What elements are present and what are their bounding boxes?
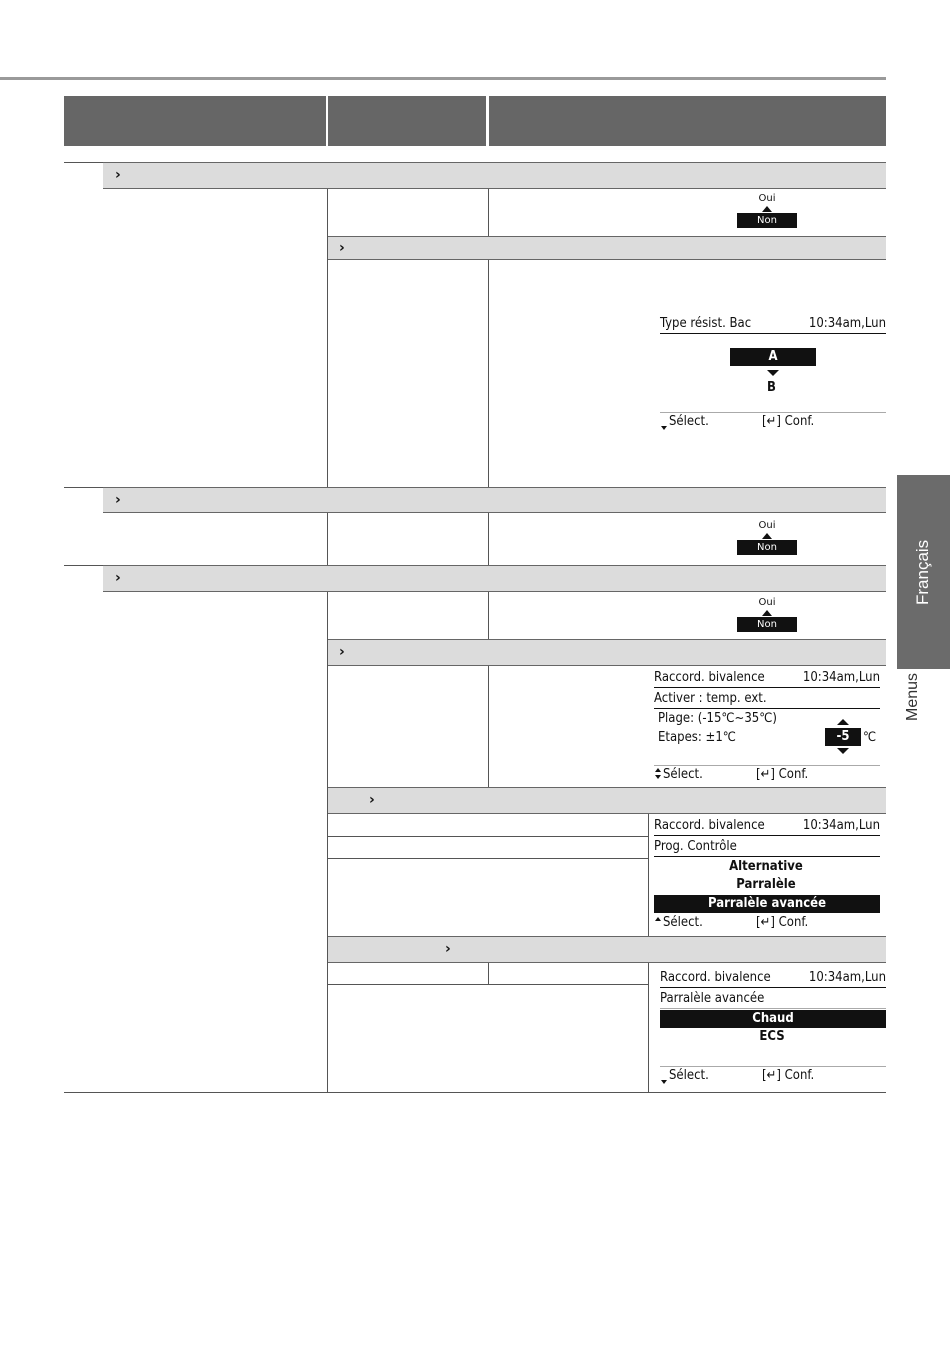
oui-non-selector[interactable] [737,193,797,233]
col-divider [488,513,489,565]
arrow-up-icon [837,719,849,725]
col-divider [327,189,328,487]
lcd-adv-screen [658,966,886,1088]
submenu-band-1[interactable] [103,162,886,189]
top-rule [0,77,886,80]
option-selected[interactable]: A [730,348,816,366]
submenu-band-3a[interactable] [328,639,886,666]
option-oui: Oui [758,597,776,608]
lcd-prog-screen [652,816,880,936]
header-col-description [489,96,886,146]
select-label: Sélect. [669,414,709,429]
option-selected[interactable]: Chaud [660,1010,886,1028]
option-non: Non [737,213,797,228]
col-divider [327,592,328,1092]
chevron-right-icon: › [115,492,121,508]
temp-value[interactable]: -5 [825,728,861,746]
header-col-menu [64,96,326,146]
chevron-right-icon: › [445,941,451,957]
confirm-label: [↵] Conf. [762,1068,815,1083]
chevron-right-icon: › [339,644,345,660]
select-label: Sélect. [663,767,703,782]
option-alternative[interactable]: Alternative [729,859,803,874]
table-bottom-rule [64,1092,886,1093]
tab-section-label: Menus [904,672,921,721]
chevron-right-icon: › [369,792,375,808]
col-divider [488,963,489,985]
oui-non-selector[interactable] [737,597,797,637]
submenu-band-2[interactable] [103,487,886,513]
option-b[interactable]: B [767,380,776,395]
row-rule [328,984,648,985]
option-parralele[interactable]: Parralèle [736,877,796,892]
arrow-down-icon [661,1080,667,1084]
chevron-right-icon: › [339,240,345,256]
lcd-resist-screen [658,312,886,434]
submenu-band-3c[interactable] [328,936,886,963]
side-tab-language[interactable] [897,475,950,669]
confirm-label: [↵] Conf. [762,414,815,429]
col-divider [327,513,328,565]
screen-time: 10:34am,Lun [808,316,886,331]
screen-time: 10:34am,Lun [802,818,880,833]
arrow-down-icon [767,370,779,376]
screen-title: Raccord. bivalence [654,670,765,685]
confirm-label: [↵] Conf. [756,915,809,930]
screen-subtitle: Prog. Contrôle [654,839,737,854]
select-label: Sélect. [663,915,703,930]
option-selected[interactable]: Parralèle avancée [654,895,880,913]
submenu-band-3[interactable] [103,565,886,592]
arrow-up-icon [762,533,772,539]
temp-unit: ℃ [863,730,877,745]
screen-title: Raccord. bivalence [660,970,771,985]
option-ecs[interactable]: ECS [759,1029,785,1044]
arrow-up-icon [655,768,661,772]
steps-label: Etapes: ±1℃ [658,730,736,745]
confirm-label: [↵] Conf. [756,767,809,782]
screen-subtitle: Parralèle avancée [660,991,765,1006]
col-divider [488,666,489,787]
arrow-down-icon [661,426,667,430]
arrow-up-icon [762,206,772,212]
row-rule [328,858,648,859]
arrow-down-icon [837,748,849,754]
row-rule [328,836,648,837]
chevron-right-icon: › [115,570,121,586]
option-non: Non [737,540,797,555]
arrow-down-icon [655,775,661,779]
option-oui: Oui [758,193,776,204]
option-non: Non [737,617,797,632]
screen-title: Raccord. bivalence [654,818,765,833]
option-oui: Oui [758,520,776,531]
submenu-band-3b[interactable] [328,787,886,814]
select-label: Sélect. [669,1068,709,1083]
range-label: Plage: (-15℃~35℃) [658,711,777,726]
lcd-temp-screen [652,668,880,786]
screen-time: 10:34am,Lun [808,970,886,985]
screen-time: 10:34am,Lun [802,670,880,685]
col-divider [488,189,489,236]
oui-non-selector[interactable] [737,520,797,560]
screen-subtitle: Activer : temp. ext. [654,691,767,706]
header-col-setting [328,96,486,146]
submenu-band-1a[interactable] [328,236,886,260]
chevron-right-icon: › [115,167,121,183]
col-divider [488,260,489,487]
tab-language-label: Français [913,539,932,605]
arrow-up-icon [762,610,772,616]
screen-title: Type résist. Bac [660,316,752,331]
col-divider [488,592,489,639]
arrow-up-icon [655,917,661,921]
